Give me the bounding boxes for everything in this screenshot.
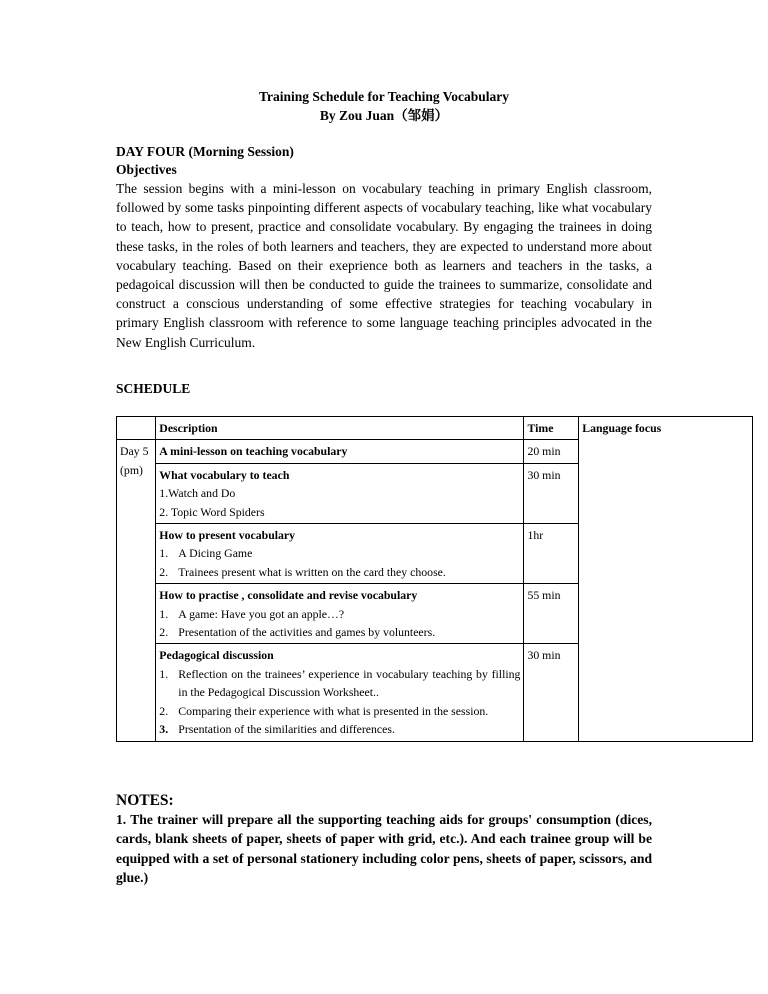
row-item: 2. Topic Word Spiders <box>159 504 265 519</box>
row-description <box>156 644 524 741</box>
notes-heading: NOTES: <box>116 792 174 809</box>
row-time: 20 min <box>524 440 579 463</box>
row-time: 30 min <box>524 463 579 523</box>
header-time: Time <box>524 417 579 440</box>
row-item: 2. Comparing their experience with what is presented in the session. <box>159 703 489 718</box>
row-time: 30 min <box>524 644 579 741</box>
document-author: By Zou Juan（邹娟） <box>319 108 449 123</box>
row-item: 2. Trainees present what is written on the card they choose. <box>159 564 446 579</box>
row-item: 2. Presentation of the activities and games by volunteers. <box>159 625 436 640</box>
table-header-row <box>117 417 753 440</box>
schedule-table <box>116 416 753 742</box>
row-time: 1hr <box>524 524 579 584</box>
row-description <box>156 463 524 523</box>
header-description: Description <box>156 417 524 440</box>
row-description <box>156 440 524 463</box>
row-item: 1. A Dicing Game <box>159 546 253 561</box>
row-item: 3. Prsentation of the similarities and differences. <box>159 722 395 737</box>
row-item: 1. Reflection on the trainees’ experience in vocabulary teaching by filling in the Pedagogical Discussion Worksheet.. <box>159 666 521 700</box>
row-description <box>156 524 524 584</box>
header-language-focus: Language focus <box>579 417 753 742</box>
row-item: 1.Watch and Do <box>159 486 236 501</box>
day-cell: Day 5 (pm) <box>117 440 156 741</box>
schedule-heading: SCHEDULE <box>116 381 191 396</box>
row-title: How to practise , consolidate and revise vocabulary <box>159 588 418 603</box>
objectives-body: The session begins with a mini-lesson on vocabulary teaching in primary English classroom, followed by some tasks pinpointing different aspects of vocabulary teaching, like what vocabulary to teach, how to present, practice and consolidate vocabulary. By engaging the trainees in doing these tasks, in the roles of both learners and teachers, they are expected to understand more about vocabulary teaching. Based on their exeprience both as learners and teachers in the tasks, a pedagoical discussion will then be conducted to guide the trainees to summarize, consolidate and construct a conscious understanding of some effective strategies for teaching vocabulary in primary English classroom with reference to some language teaching principles advocated in the New English Curriculum. <box>116 181 652 350</box>
document-header <box>0 87 768 125</box>
row-time: 55 min <box>524 584 579 644</box>
document-title: Training Schedule for Teaching Vocabulary <box>258 89 510 104</box>
row-title: Pedagogical discussion <box>159 648 274 663</box>
row-title: What vocabulary to teach <box>159 467 290 482</box>
header-day-cell <box>117 417 156 440</box>
row-item: 1. A game: Have you got an apple…? <box>159 606 345 621</box>
row-title: How to present vocabulary <box>159 528 296 543</box>
row-description <box>156 584 524 644</box>
day-heading: DAY FOUR (Morning Session) <box>116 144 294 159</box>
objectives-heading: Objectives <box>116 162 177 177</box>
notes-section <box>116 791 652 887</box>
row-title: A mini-lesson on teaching vocabulary <box>159 444 348 459</box>
notes-body: 1. The trainer will prepare all the supporting teaching aids for groups' consumption (dices, cards, blank sheets of paper, sheets of paper with grid, etc.). And each trainee group will be equipped with a set of personal stationery including color pens, sheets of paper, scissors, and glue.) <box>116 812 652 885</box>
